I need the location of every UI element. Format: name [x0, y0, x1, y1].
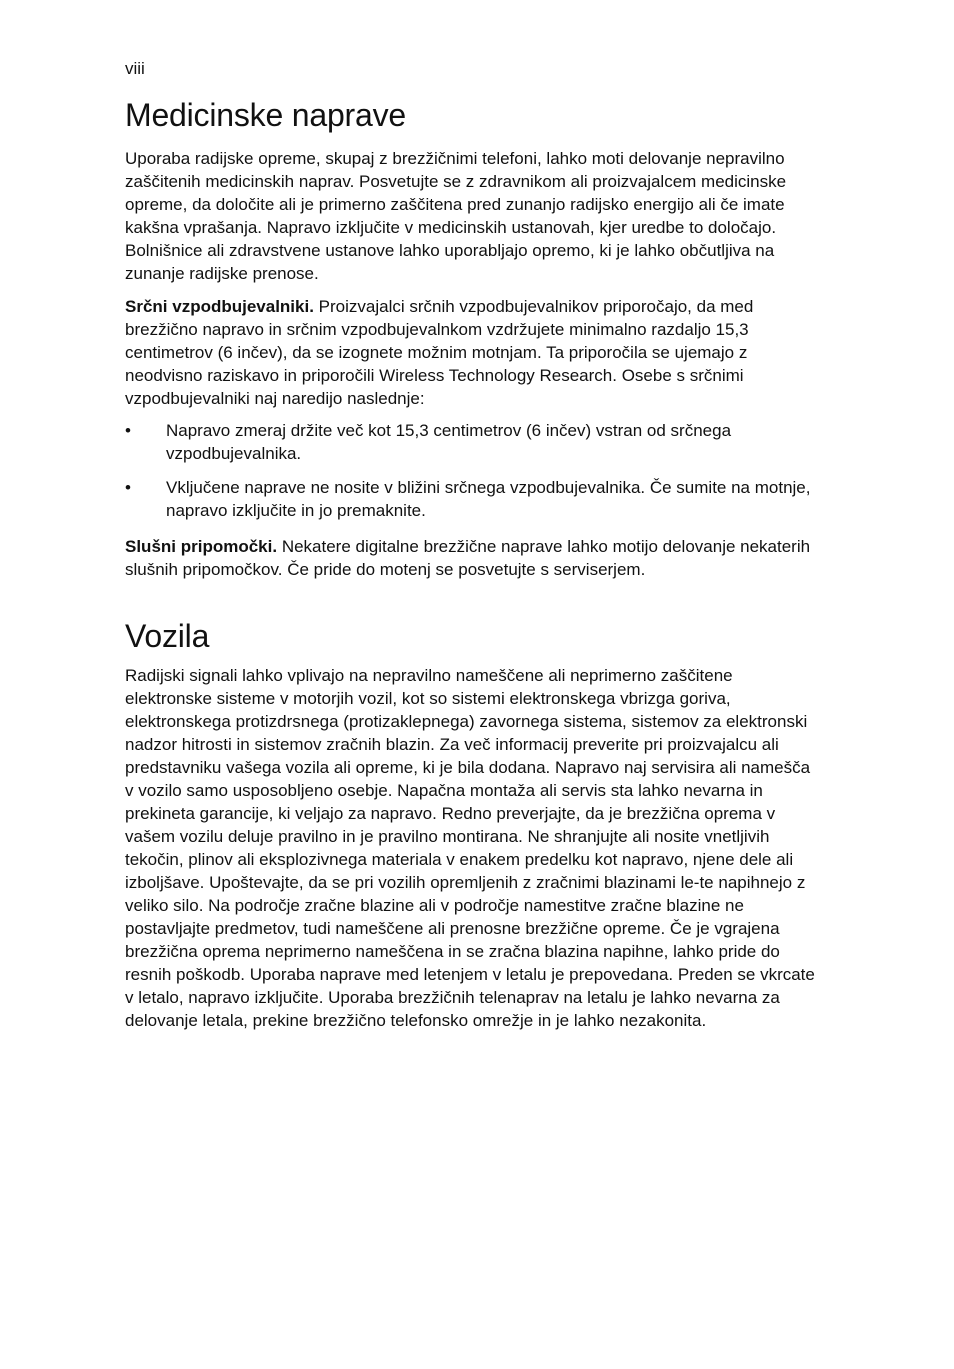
- list-item: [125, 419, 815, 465]
- pacemakers-paragraph: [125, 295, 815, 410]
- hearing-aids-paragraph: [125, 535, 815, 581]
- hearing-aids-lead: Slušni pripomočki.: [125, 537, 278, 556]
- section-title-vehicles: Vozila: [125, 618, 210, 654]
- bullet-icon: •: [125, 421, 131, 440]
- page-number: viii: [125, 59, 145, 78]
- vehicles-paragraph: Radijski signali lahko vplivajo na nepravilno nameščene ali neprimerno zaščitene elektronske sisteme v motorjih vozil, kot so sistemi elektronskega vbrizga goriva, elektronskega protizdrsnega (protizaklepnega) zavornega sistema, sistemov za elektronski nadzor hitrosti in sistemov zračnih blazin. Za več informacij preverite pri proizvajalcu ali predstavniku vašega vozila ali opreme, ki je bila dodana. Napravo naj servisira ali namešča v vozilo samo usposobljeno osebje. Napačna montaža ali servis sta lahko nevarna in prekineta garancije, ki veljajo za napravo. Redno preverjajte, da je brezžična oprema v vašem vozilu deluje pravilno in je pravilno montirana. Ne shranjujte ali nosite vnetljivih tekočin, plinov ali eksplozivnega materiala v enakem predelku kot napravo, njene dele ali izboljšave. Upoštevajte, da se pri vozilih opremljenih z zračnimi blazinami le-te napihnejo z veliko silo. Na področje zračne blazine ali v področje namestitve zračne blazine ne postavljajte predmetov, tudi nameščene ali prenosne brezžične opreme. Če je vgrajena brezžična oprema neprimerno nameščena in se zračna blazina napihne, lahko pride do resnih poškodb. Uporaba naprave med letenjem v letalu je prepovedana. Preden se vkrcate v letalo, napravo izključite. Uporaba brezžičnih telenaprav na letalu je lahko nevarna za delovanje letala, prekine brezžično telefonsko omrežje in je lahko nezakonita.: [125, 666, 815, 1030]
- pacemaker-bullet-list: [125, 419, 815, 533]
- medical-devices-paragraph: Uporaba radijske opreme, skupaj z brezžičnimi telefoni, lahko moti delovanje nepravilno zaščitenih medicinskih naprav. Posvetujte se z zdravnikom ali proizvajalcem medicinske opreme, da določite ali je primerno zaščitena pred zunanjo radijsko energijo ali če imate kakšna vprašanja. Napravo izključite v medicinskih ustanovah, kjer uredbe to določajo. Bolnišnice ali zdravstvene ustanove lahko uporabljajo opremo, ki je lahko občutljiva na zunanje radijske prenose.: [125, 149, 787, 283]
- bullet-text: Vključene naprave ne nosite v bližini srčnega vzpodbujevalnika. Če sumite na motnje, napravo izključite in jo premaknite.: [166, 478, 811, 520]
- pacemakers-lead: Srčni vzpodbujevalniki.: [125, 297, 314, 316]
- hearing-aids-text: Nekatere digitalne brezžične naprave lahko motijo delovanje nekaterih slušnih pripomočkov. Če pride do motenj se posvetujte s serviserjem.: [125, 537, 811, 579]
- bullet-text: Napravo zmeraj držite več kot 15,3 centimetrov (6 inčev) vstran od srčnega vzpodbujevalnika.: [166, 421, 732, 463]
- bullet-icon: •: [125, 478, 131, 497]
- section-title-medical-devices: Medicinske naprave: [125, 97, 406, 133]
- pacemakers-text: Proizvajalci srčnih vzpodbujevalnikov priporočajo, da med brezžično napravo in srčnim vzpodbujevalnkom vzdržujete minimalno razdaljo 15,3 centimetrov (6 inčev), da se izognete možnim motnjam. Ta priporočila se ujemajo z neodvisno raziskavo in priporočili Wireless Technology Research. Osebe s srčnimi vzpodbujevalniki naj naredijo naslednje:: [125, 297, 754, 408]
- list-item: [125, 476, 815, 522]
